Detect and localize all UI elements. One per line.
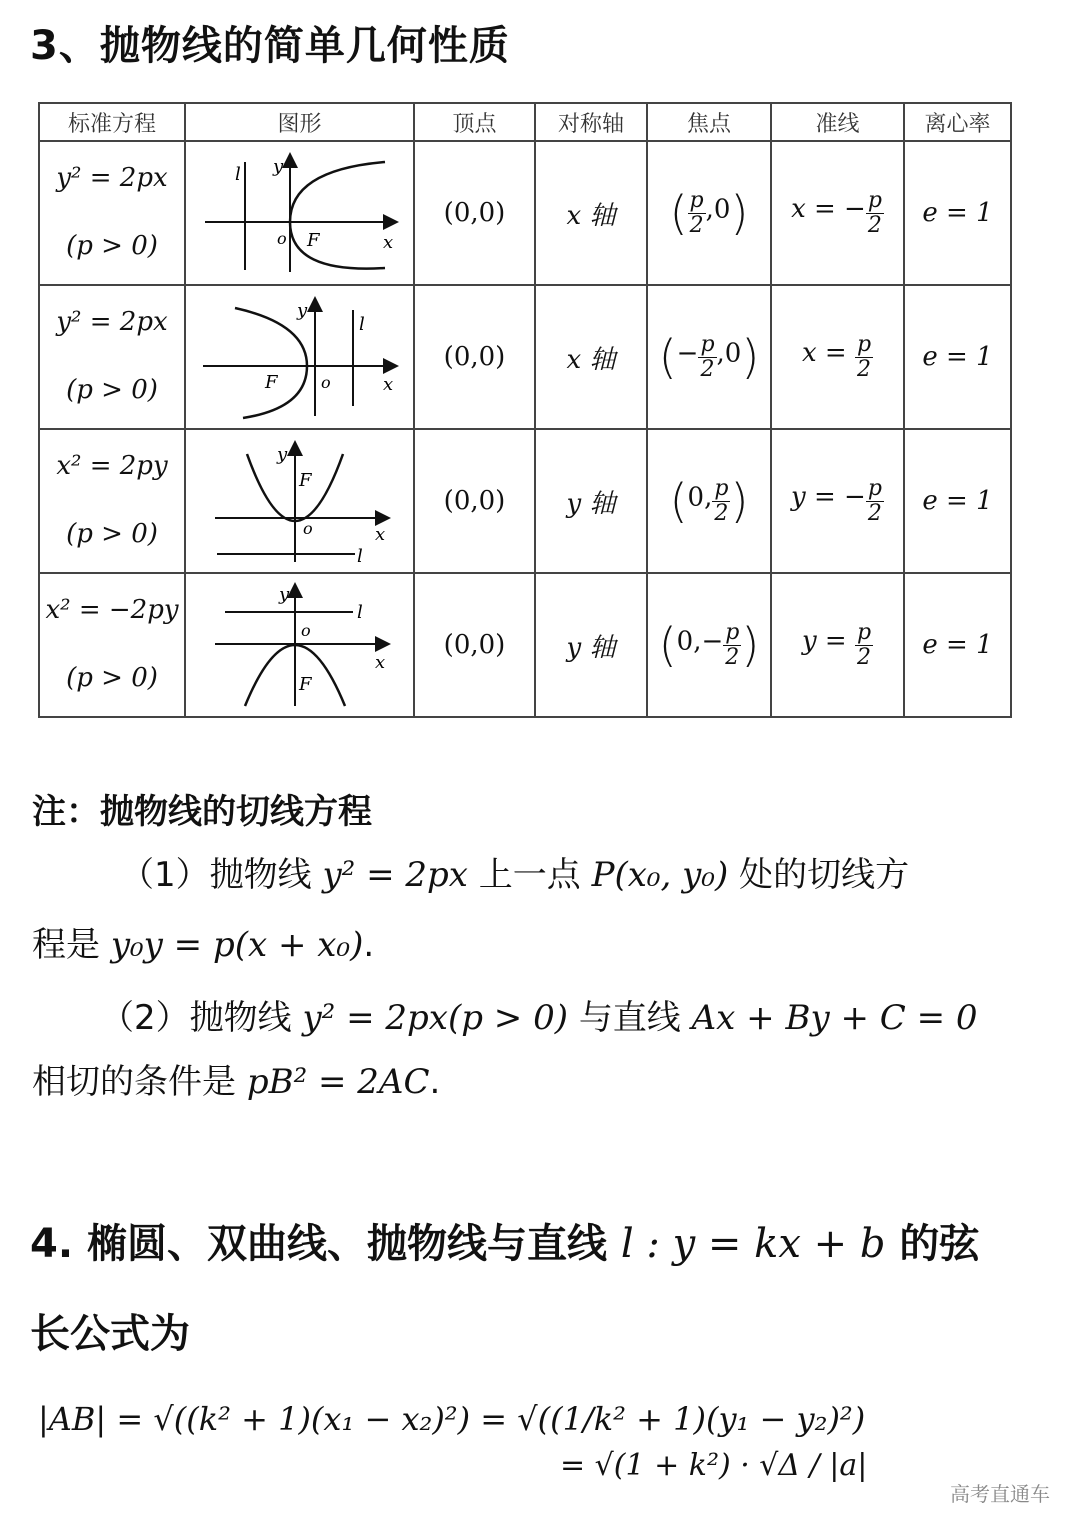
label-l: l bbox=[234, 164, 241, 185]
axis-cell bbox=[535, 429, 647, 573]
label-y: y bbox=[296, 300, 307, 321]
eccentricity-cell: e = 1 bbox=[904, 429, 1011, 573]
table-row bbox=[39, 573, 1011, 717]
header-eccentricity: 离心率 bbox=[904, 103, 1011, 141]
label-x: x bbox=[382, 374, 393, 395]
label-F: F bbox=[298, 470, 311, 491]
equation: x² = −2py bbox=[45, 595, 179, 626]
note-item-1-line-1: （1）抛物线 y² = 2px 上一点 P(x₀, y₀) 处的切线方 bbox=[120, 855, 910, 895]
table-row bbox=[39, 429, 1011, 573]
equation-cell bbox=[39, 573, 185, 717]
header-graph: 图形 bbox=[185, 103, 414, 141]
axis-value: x 轴 bbox=[566, 344, 616, 375]
chord-length-formula bbox=[38, 1400, 865, 1438]
parabola-left-graph bbox=[195, 294, 405, 420]
equation-cell bbox=[39, 141, 185, 285]
directrix-cell: y = $\frac{p}{2}$ bbox=[771, 573, 904, 717]
label-F: F bbox=[298, 674, 311, 695]
axis-value: y 轴 bbox=[566, 488, 616, 519]
section-4-title-line-2: 长公式为 bbox=[30, 1311, 190, 1357]
axis-value: x 轴 bbox=[566, 200, 616, 231]
condition: (p > 0) bbox=[66, 519, 158, 549]
watermark: 高考直通车 bbox=[950, 1482, 1050, 1506]
equation: y² = 2px bbox=[56, 307, 168, 338]
graph-cell bbox=[185, 141, 414, 285]
formula-part-1: |AB| = √((k² + 1)(x₁ − x₂)²) bbox=[38, 1400, 471, 1438]
eccentricity-cell: e = 1 bbox=[904, 285, 1011, 429]
label-l: l bbox=[356, 602, 363, 623]
table-row bbox=[39, 141, 1011, 285]
focus-cell: (− $\frac{p}{2}$ ,0) bbox=[647, 285, 771, 429]
section-3-title: 3、抛物线的简单几何性质 bbox=[30, 23, 510, 69]
label-x: x bbox=[382, 232, 393, 253]
directrix-cell: x = − $\frac{p}{2}$ bbox=[771, 141, 904, 285]
parabola-down-graph bbox=[195, 582, 405, 708]
condition: (p > 0) bbox=[66, 375, 158, 405]
note-item-2-line-1: （2）抛物线 y² = 2px(p > 0) 与直线 Ax + By + C = 0 bbox=[100, 998, 978, 1038]
condition: (p > 0) bbox=[66, 231, 158, 261]
axis-cell bbox=[535, 285, 647, 429]
graph-cell bbox=[185, 573, 414, 717]
vertex-cell: (0,0) bbox=[414, 285, 535, 429]
focus-cell: (0, $\frac{p}{2}$ ) bbox=[647, 429, 771, 573]
equation-cell bbox=[39, 285, 185, 429]
focus-cell: ( $\frac{p}{2}$ ,0) bbox=[647, 141, 771, 285]
header-standard-equation: 标准方程 bbox=[39, 103, 185, 141]
formula-part-2: = √((1/k² + 1)(y₁ − y₂)²) bbox=[480, 1400, 866, 1438]
section-4-title-line-1: 4. 椭圆、双曲线、抛物线与直线 l : y = kx + b 的弦 bbox=[30, 1221, 980, 1267]
parabola-up-graph bbox=[195, 438, 405, 564]
graph-cell bbox=[185, 285, 414, 429]
vertex-cell: (0,0) bbox=[414, 429, 535, 573]
label-y: y bbox=[276, 444, 287, 465]
eccentricity-cell: e = 1 bbox=[904, 141, 1011, 285]
label-o: o bbox=[300, 621, 311, 640]
formula-part-3: = √(1 + k²) · √Δ / |a| bbox=[560, 1448, 868, 1483]
note-item-2-line-2: 相切的条件是 pB² = 2AC. bbox=[32, 1062, 441, 1102]
axis-value: y 轴 bbox=[566, 632, 616, 663]
axis-cell bbox=[535, 141, 647, 285]
header-vertex: 顶点 bbox=[414, 103, 535, 141]
condition: (p > 0) bbox=[66, 663, 158, 693]
header-directrix: 准线 bbox=[771, 103, 904, 141]
label-x: x bbox=[374, 652, 385, 673]
label-l: l bbox=[358, 314, 365, 335]
equation: y² = 2px bbox=[56, 163, 168, 194]
axis-cell bbox=[535, 573, 647, 717]
note-item-1-line-2: 程是 y₀y = p(x + x₀). bbox=[32, 925, 375, 965]
equation: x² = 2py bbox=[56, 451, 168, 482]
note-title: 注：抛物线的切线方程 bbox=[32, 792, 372, 832]
eccentricity-cell: e = 1 bbox=[904, 573, 1011, 717]
header-axis: 对称轴 bbox=[535, 103, 647, 141]
equation-cell bbox=[39, 429, 185, 573]
label-x: x bbox=[374, 524, 385, 545]
parabola-properties-table bbox=[38, 102, 1012, 718]
table-header-row bbox=[39, 103, 1011, 141]
label-o: o bbox=[276, 229, 287, 248]
label-o: o bbox=[302, 519, 313, 538]
directrix-cell: x = $\frac{p}{2}$ bbox=[771, 285, 904, 429]
graph-cell bbox=[185, 429, 414, 573]
label-l: l bbox=[356, 546, 363, 564]
table-row bbox=[39, 285, 1011, 429]
label-F: F bbox=[306, 230, 319, 251]
focus-cell: (0,− $\frac{p}{2}$ ) bbox=[647, 573, 771, 717]
label-F: F bbox=[264, 372, 277, 393]
parabola-right-graph bbox=[195, 150, 405, 276]
vertex-cell: (0,0) bbox=[414, 573, 535, 717]
label-y: y bbox=[278, 584, 289, 605]
vertex-cell: (0,0) bbox=[414, 141, 535, 285]
label-y: y bbox=[272, 156, 283, 177]
header-focus: 焦点 bbox=[647, 103, 771, 141]
label-o: o bbox=[320, 373, 331, 392]
directrix-cell: y = − $\frac{p}{2}$ bbox=[771, 429, 904, 573]
